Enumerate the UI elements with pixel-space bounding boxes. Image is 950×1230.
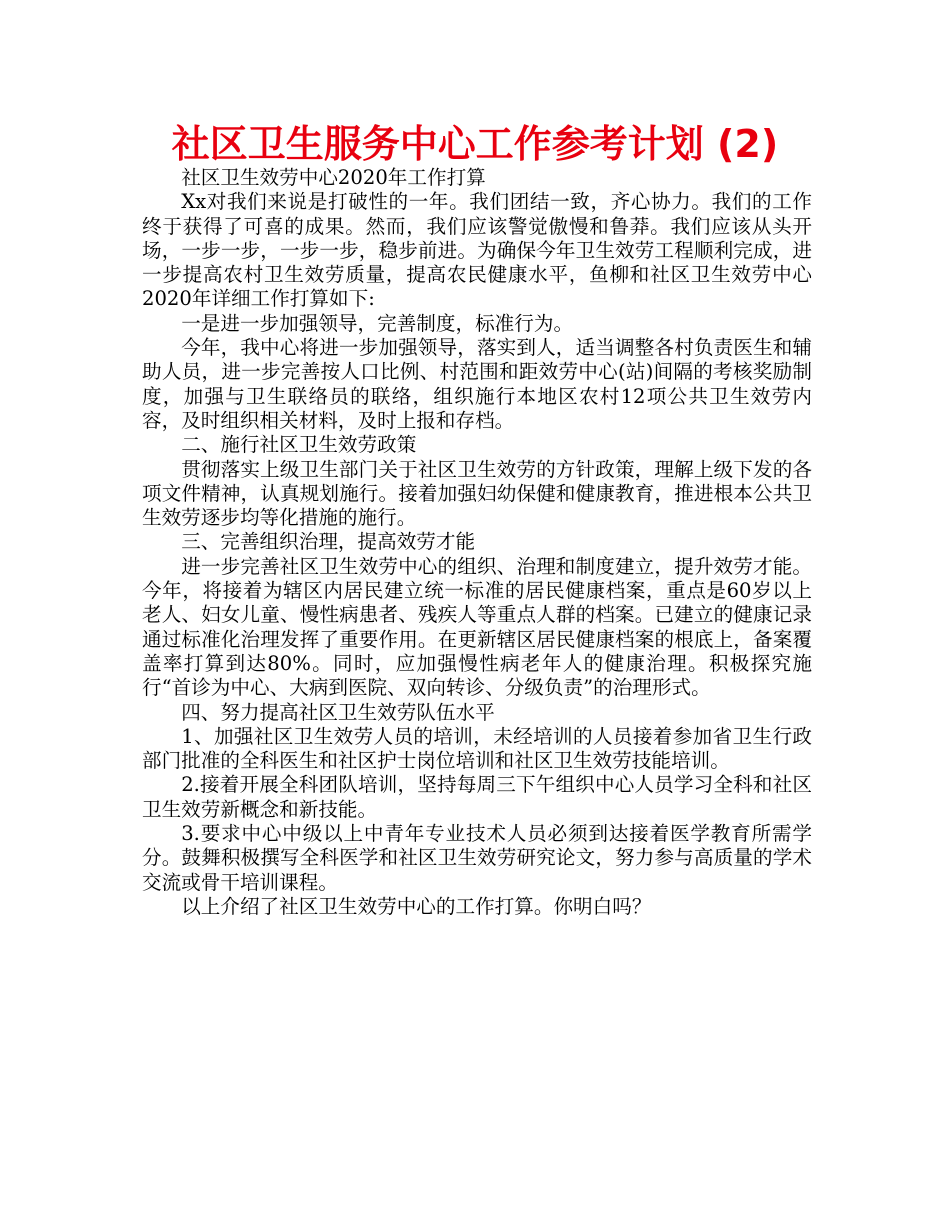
- list-item-1: 1、加强社区卫生效劳人员的培训，未经培训的人员接着参加省卫生行政部门批准的全科医生和社区护士岗位培训和社区卫生效劳技能培训。: [142, 724, 812, 773]
- paragraph-intro: Xx对我们来说是打破性的一年。我们团结一致，齐心协力。我们的工作终于获得了可喜的成果。然而，我们应该警觉傲慢和鲁莽。我们应该从头开场，一步一步，一步一步，稳步前进。为确保今年卫生效劳工程顺利完成，进一步提高农村卫生效劳质量，提高农民健康水平，鱼柳和社区卫生效劳中心2020年详细工作打算如下:: [142, 190, 812, 311]
- section-heading-2: 二、施行社区卫生效劳政策: [181, 433, 417, 457]
- paragraph-section-3: 进一步完善社区卫生效劳中心的组织、治理和制度建立，提升效劳才能。今年，将接着为辖区内居民建立统一标准的居民健康档案，重点是60岁以上老人、妇女儿童、慢性病患者、残疾人等重点人群的档案。已建立的健康记录通过标准化治理发挥了重要作用。在更新辖区居民健康档案的根底上，备案覆盖率打算到达80%。同时，应加强慢性病老年人的健康治理。积极探究施行“首诊为中心、大病到医院、双向转诊、分级负责”的治理形式。: [142, 554, 812, 700]
- document-body: [142, 166, 812, 919]
- section-heading-4: 四、努力提高社区卫生效劳队伍水平: [181, 700, 495, 724]
- paragraph-section-1: 今年，我中心将进一步加强领导，落实到人，适当调整各村负责医生和辅助人员，进一步完善按人口比例、村范围和距效劳中心(站)间隔的考核奖励制度，加强与卫生联络员的联络，组织施行本地区农村12项公共卫生效劳内容，及时组织相关材料，及时上报和存档。: [142, 336, 812, 432]
- paragraph-closing: 以上介绍了社区卫生效劳中心的工作打算。你明白吗？: [181, 894, 652, 918]
- section-heading-3: 三、完善组织治理，提高效劳才能: [181, 530, 476, 554]
- list-item-3: 3.要求中心中级以上中青年专业技术人员必须到达接着医学教育所需学分。鼓舞积极撰写全科医学和社区卫生效劳研究论文，努力参与高质量的学术交流或骨干培训课程。: [142, 822, 812, 894]
- section-heading-1: 一是进一步加强领导，完善制度，标准行为。: [181, 311, 574, 335]
- list-item-2: 2.接着开展全科团队培训，坚持每周三下午组织中心人员学习全科和社区卫生效劳新概念和新技能。: [142, 773, 812, 821]
- paragraph-section-2: 贯彻落实上级卫生部门关于社区卫生效劳的方针政策，理解上级下发的各项文件精神，认真规划施行。接着加强妇幼保健和健康教育，推进根本公共卫生效劳逐步均等化措施的施行。: [142, 457, 812, 530]
- document-title: 社区卫生服务中心工作参考计划 (2): [171, 122, 779, 166]
- paragraph-plan-heading: 社区卫生效劳中心2020年工作打算: [181, 166, 486, 189]
